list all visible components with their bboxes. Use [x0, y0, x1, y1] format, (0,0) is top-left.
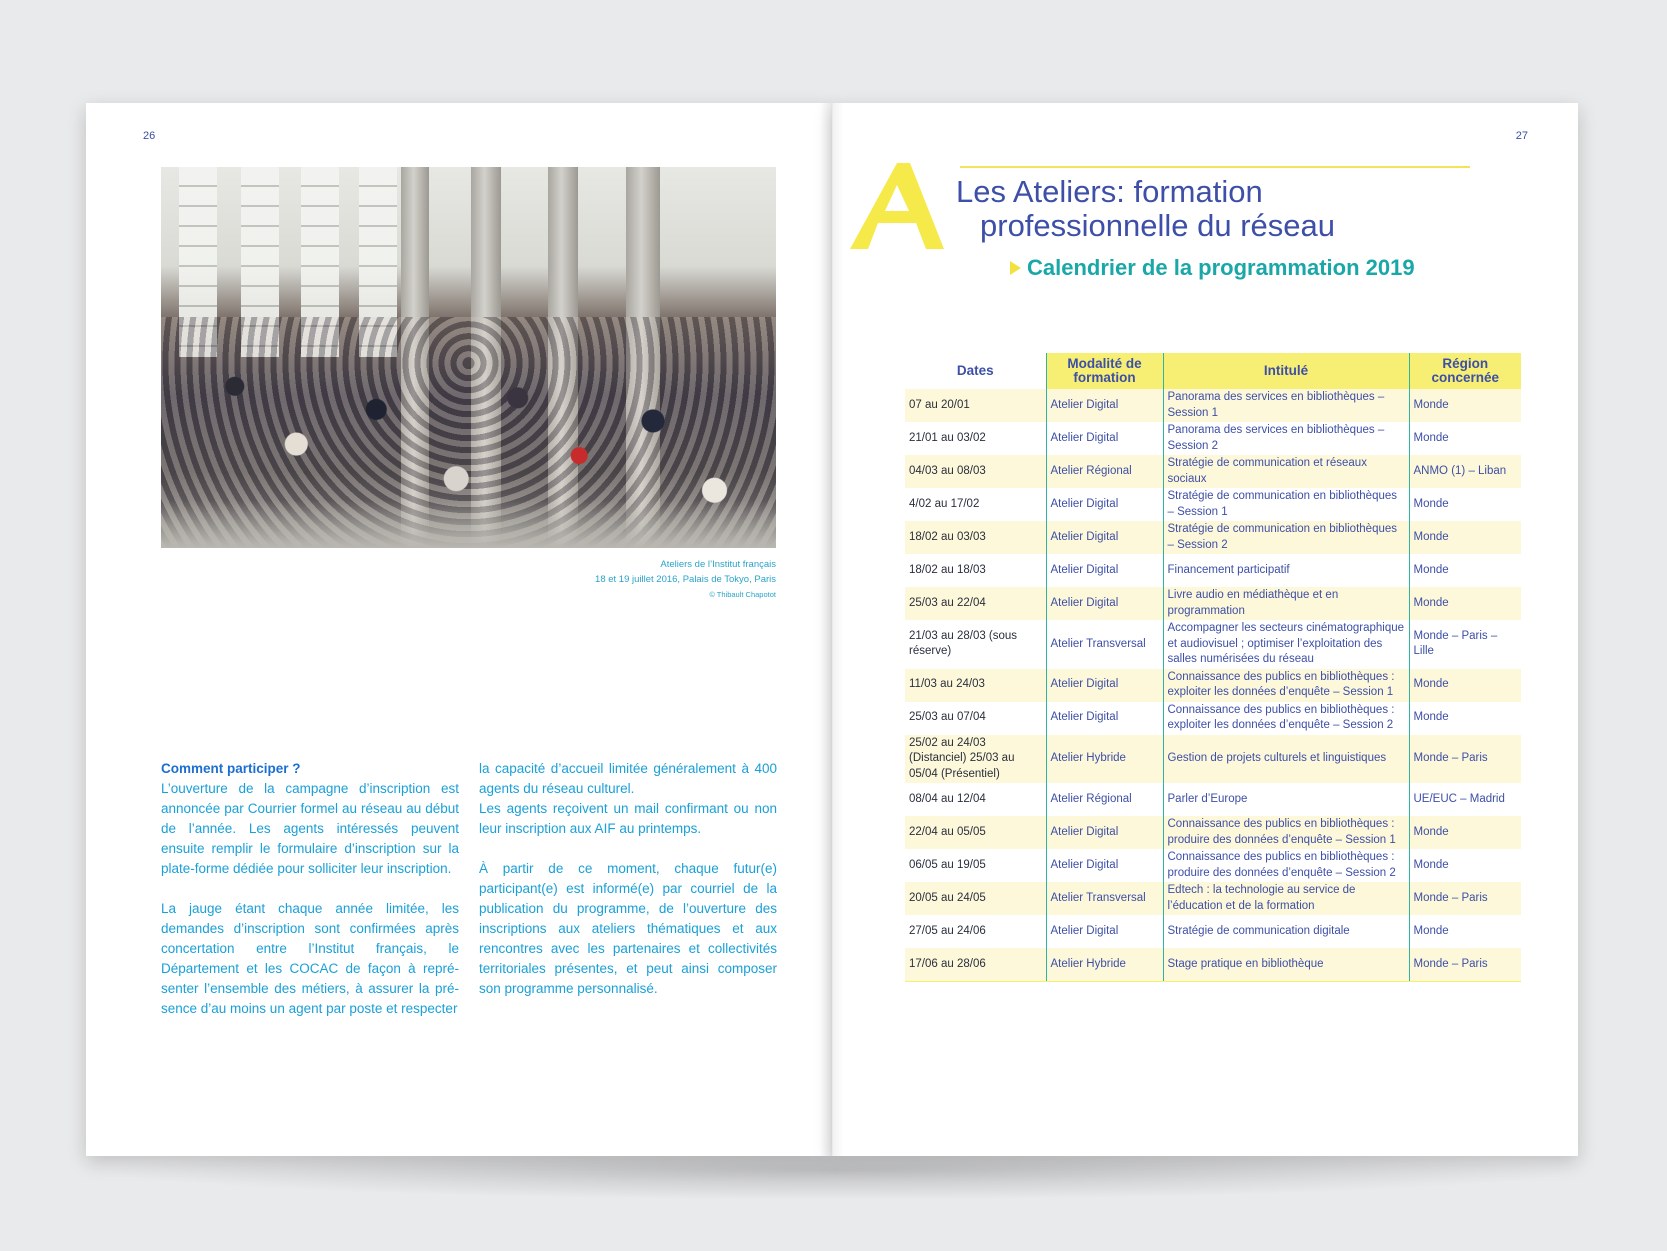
table-row	[905, 422, 1521, 455]
cell-modalite: Atelier Régional	[1046, 455, 1163, 488]
cell-date: 25/03 au 07/04	[909, 711, 986, 724]
cell-region: Monde	[1409, 849, 1521, 882]
table-row	[905, 389, 1521, 422]
cell-region: Monde – Paris	[1409, 948, 1521, 982]
table-row	[905, 455, 1521, 488]
left-page	[86, 103, 832, 1156]
cell-region: Monde	[1409, 587, 1521, 620]
cell-modalite: Atelier Digital	[1046, 669, 1163, 702]
cell-modalite: Atelier Digital	[1046, 389, 1163, 422]
cell-intitule: Stratégie de communication et réseaux sociaux	[1163, 455, 1409, 488]
cell-modalite: Atelier Hybride	[1046, 735, 1163, 784]
cell-date: 04/03 au 08/03	[905, 455, 1046, 488]
cell-date: 22/04 au 05/05	[905, 816, 1046, 849]
paragraph: Les agents reçoivent un mail confirmant ou non leur inscription aux AIF au printemps.	[479, 801, 777, 836]
paragraph: La jauge étant chaque année limitée, les demandes d’inscription sont confirmées après concertation entre l’Institut français, le Département et les COCAC de façon à repré-senter l’ensemble des métiers, à assurer la pré-sence d’au moins un agent par poste et respecter	[161, 901, 459, 1016]
cell-intitule: Parler d’Europe	[1163, 783, 1409, 816]
cell-date: 25/02 au 24/03 (Distanciel) 25/03 au 05/04 (Présentiel)	[905, 735, 1046, 784]
caption-line1: Ateliers de l’Institut français	[660, 559, 776, 570]
event-photo	[161, 167, 776, 548]
caption-line2: 18 et 19 juillet 2016, Palais de Tokyo, Paris	[595, 574, 776, 585]
paragraph	[161, 759, 459, 879]
table-row	[905, 948, 1521, 982]
section-heading: Comment participer ?	[161, 761, 301, 776]
title-rule	[960, 166, 1470, 168]
cell-modalite: Atelier Hybride	[1046, 948, 1163, 982]
cell-region: Monde	[1409, 554, 1521, 587]
calendar-table	[905, 353, 1521, 982]
table-row	[905, 702, 1521, 735]
cell-region: Monde	[1409, 488, 1521, 521]
cell-intitule: Connaissance des publics en bibliothèques : produire des données d’enquête – Session 2	[1163, 849, 1409, 882]
cell-intitule: Stage pratique en bibliothèque	[1163, 948, 1409, 982]
cell-intitule: Edtech : la technologie au service de l’éducation et de la formation	[1163, 882, 1409, 915]
cell-date: 18/02 au 03/03	[905, 521, 1046, 554]
photo-credit: © Thibault Chapotot	[709, 590, 776, 599]
cell-date: 11/03 au 24/03	[905, 669, 1046, 702]
header-intitule: Intitulé	[1163, 353, 1409, 389]
cell-region: Monde	[1409, 915, 1521, 948]
cell-modalite: Atelier Digital	[1046, 702, 1163, 735]
cell-date: 06/05 au 19/05	[909, 858, 986, 871]
paragraph: À partir de ce moment, chaque futur(e) participant(e) est informé(e) par courriel de la publication du programme, de l’ouverture des inscriptions aux ateliers thématiques et aux rencontres avec les partenaires et collectivités territoriales présentes, et peut ainsi composer son programme personnalisé.	[479, 861, 777, 996]
cell-intitule: Connaissance des publics en bibliothèques : exploiter les données d’enquête – Session 2	[1163, 702, 1409, 735]
cell-intitule: Financement participatif	[1163, 554, 1409, 587]
cell-intitule: Connaissance des publics en bibliothèques : exploiter les données d’enquête – Session 1	[1163, 669, 1409, 702]
photo-caption	[595, 557, 776, 602]
cell-region: Monde	[1409, 816, 1521, 849]
triangle-bullet-icon	[1010, 261, 1021, 275]
table-header-row	[905, 353, 1521, 389]
cell-intitule: Stratégie de communication en bibliothèques – Session 1	[1163, 488, 1409, 521]
cell-date: 21/03 au 28/03 (sous réserve)	[909, 629, 1018, 658]
cell-date: 07 au 20/01	[905, 389, 1046, 422]
page-number-right: 27	[1515, 130, 1528, 142]
page-number-left: 26	[143, 130, 156, 142]
cell-region: Monde	[1409, 389, 1521, 422]
cell-intitule: Accompagner les secteurs cinématographique et audiovisuel ; optimiser l’exploitation des salles numérisées du réseau	[1163, 620, 1409, 669]
table-row	[905, 554, 1521, 587]
text-column-1	[161, 759, 459, 1039]
text-column-2	[479, 759, 777, 1019]
cell-date: 25/03 au 22/04	[905, 587, 1046, 620]
table-row	[905, 783, 1521, 816]
cell-region: ANMO (1) – Liban	[1409, 455, 1521, 488]
header-modalite: Modalité de formation	[1046, 353, 1163, 389]
cell-modalite: Atelier Digital	[1046, 816, 1163, 849]
title-line-2: professionnelle du réseau	[980, 208, 1336, 243]
cell-modalite: Atelier Digital	[1046, 488, 1163, 521]
cell-intitule: Connaissance des publics en bibliothèques : produire des données d’enquête – Session 1	[1163, 816, 1409, 849]
cell-modalite: Atelier Digital	[1046, 422, 1163, 455]
table-row	[905, 882, 1521, 915]
table-row	[905, 735, 1521, 784]
big-letter-a-icon	[850, 163, 944, 249]
cell-intitule: Stratégie de communication digitale	[1163, 915, 1409, 948]
cell-date: 27/05 au 24/06	[909, 924, 986, 937]
cell-date: 08/04 au 12/04	[909, 792, 986, 805]
subtitle-text: Calendrier de la programmation 2019	[1027, 255, 1415, 280]
cell-modalite: Atelier Régional	[1046, 783, 1163, 816]
cell-intitule: Gestion de projets culturels et linguistiques	[1163, 735, 1409, 784]
table-row	[905, 849, 1521, 882]
cell-modalite: Atelier Transversal	[1046, 620, 1163, 669]
table-row	[905, 521, 1521, 554]
cell-modalite: Atelier Digital	[1046, 915, 1163, 948]
header-region: Région concernée	[1409, 353, 1521, 389]
paragraph-text: L’ouverture de la campagne d’inscription est annoncée par Courrier formel au réseau au début de l’année. Les agents intéressés peuvent ensuite remplir le formulaire d’inscription sur la plate-forme dédiée pour solliciter leur inscription.	[161, 781, 459, 876]
cell-date: 17/06 au 28/06	[905, 948, 1046, 982]
cell-modalite: Atelier Digital	[1046, 554, 1163, 587]
header-dates: Dates	[905, 353, 1046, 389]
cell-date: 20/05 au 24/05	[905, 882, 1046, 915]
paragraph: la capacité d’accueil limitée généralement à 400 agents du réseau culturel.	[479, 761, 777, 796]
table-row	[905, 587, 1521, 620]
right-page	[832, 103, 1578, 1156]
cell-date: 18/02 au 18/03	[909, 563, 986, 576]
subtitle	[1010, 255, 1415, 281]
cell-region: Monde	[1409, 521, 1521, 554]
cell-region: Monde – Paris – Lille	[1409, 620, 1521, 669]
cell-intitule: Panorama des services en bibliothèques – Session 1	[1163, 389, 1409, 422]
table-row	[905, 488, 1521, 521]
cell-region: Monde – Paris	[1409, 882, 1521, 915]
cell-region: Monde – Paris	[1409, 735, 1521, 784]
cell-intitule: Panorama des services en bibliothèques – Session 2	[1163, 422, 1409, 455]
book-gutter	[820, 103, 844, 1156]
cell-modalite: Atelier Digital	[1046, 521, 1163, 554]
cell-modalite: Atelier Digital	[1046, 849, 1163, 882]
cell-region: Monde	[1409, 702, 1521, 735]
page-title	[956, 175, 1335, 243]
cell-region: UE/EUC – Madrid	[1409, 783, 1521, 816]
table-row	[905, 620, 1521, 669]
table-row	[905, 669, 1521, 702]
cell-intitule: Livre audio en médiathèque et en programmation	[1163, 587, 1409, 620]
table-row	[905, 816, 1521, 849]
cell-region: Monde	[1409, 669, 1521, 702]
cell-region: Monde	[1409, 422, 1521, 455]
cell-date: 21/01 au 03/02	[909, 431, 986, 444]
cell-modalite: Atelier Transversal	[1046, 882, 1163, 915]
title-line-1: Les Ateliers: formation	[956, 174, 1263, 209]
cell-modalite: Atelier Digital	[1046, 587, 1163, 620]
cell-intitule: Stratégie de communication en bibliothèques – Session 2	[1163, 521, 1409, 554]
table-row	[905, 915, 1521, 948]
cell-date: 4/02 au 17/02	[909, 497, 980, 510]
